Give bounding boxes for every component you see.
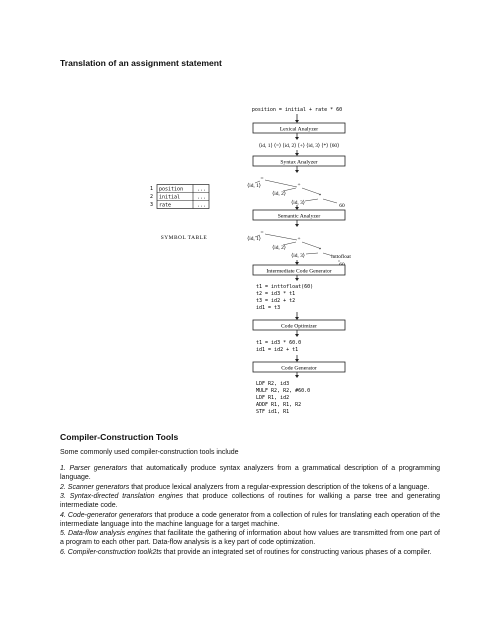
tree2-id1: ⟨id, 1⟩ — [247, 236, 261, 242]
section-title: Compiler-Construction Tools — [60, 432, 179, 442]
tree1-num: 60 — [339, 203, 345, 209]
intermediate-code-line: id1 = t3 — [256, 305, 281, 311]
intro-text: Some commonly used compiler-construction tools include — [60, 449, 239, 456]
optimized-code-line: id1 = id2 + t1 — [256, 347, 299, 353]
syntax-analyzer-label: Syntax Analyzer — [280, 159, 318, 166]
tree2-id2: ⟨id, 2⟩ — [272, 245, 286, 251]
symbol-table — [150, 185, 209, 242]
tool-item — [60, 529, 440, 547]
tool-term: 3. Syntax-directed translation engines — [60, 492, 184, 500]
tree2-id3: ⟨id, 3⟩ — [291, 253, 305, 259]
tree2-inttofloat: inttofloat — [331, 254, 351, 260]
tree1-assign: = — [260, 176, 264, 182]
tools-list — [60, 464, 440, 557]
tool-item — [60, 483, 440, 492]
tool-item — [60, 511, 440, 529]
code-optimizer-label: Code Optimizer — [281, 323, 317, 330]
intermediate-code-line: t2 = id3 * t1 — [256, 291, 296, 297]
semantic-analyzer-label: Semantic Analyzer — [277, 213, 321, 220]
tool-description: that provide an integrated set of routines for constructing various phases of a compiler. — [161, 548, 432, 556]
tool-item — [60, 548, 440, 557]
intermediate-code-line: t1 = inttofloat(60) — [256, 284, 314, 290]
tool-item — [60, 492, 440, 510]
tree1-id3: ⟨id, 3⟩ — [291, 200, 305, 206]
symbol-table-caption: SYMBOL TABLE — [160, 235, 208, 241]
tool-term: 6. Compiler-construction toolk2ts — [60, 548, 162, 556]
symbol-attr: ... — [197, 202, 207, 209]
tree2-times: * — [318, 247, 322, 253]
tool-description: that automatically produce syntax analyzers from a grammatical description of a programming language. — [60, 465, 441, 482]
token-stream: ⟨id, 1⟩ ⟨=⟩ ⟨id, 2⟩ ⟨+⟩ ⟨id, 3⟩ ⟨*⟩ ⟨60⟩ — [258, 143, 340, 149]
tool-description: that facilitate the gathering of information about how values are transmitted from one part of a program to each other part. Data-flow analysis is a key part of code optimization. — [60, 530, 440, 547]
symbol-row-number: 2 — [150, 194, 154, 200]
symbol-name: initial — [159, 194, 181, 201]
page-title: Translation of an assignment statement — [60, 58, 222, 68]
optimized-code-line: t1 = id3 * 60.0 — [256, 340, 302, 346]
tree2-plus: + — [297, 236, 301, 242]
tool-description: that produce a code generator from a collection of rules for translating each operation of the intermediate language into the machine language for a target machine. — [60, 511, 440, 528]
symbol-row-number: 1 — [150, 186, 154, 192]
tool-term: 5. Data-flow analysis engines — [60, 530, 152, 538]
target-code-line: LDF R2, id3 — [256, 381, 290, 387]
source-statement: position = initial + rate * 60 — [251, 107, 343, 113]
intermediate-code-generator-label: Intermediate Code Generator — [266, 268, 332, 275]
target-code-line: LDF R1, id2 — [256, 395, 290, 401]
tree1-id1: ⟨id, 1⟩ — [247, 183, 261, 189]
symbol-row-number: 3 — [150, 202, 154, 208]
tree1-plus: + — [297, 182, 301, 188]
intermediate-code-line: t3 = id2 + t2 — [256, 298, 296, 304]
tree1-times: * — [318, 193, 322, 199]
tool-description: that produce lexical analyzers from a regular-expression description of the tokens of a language. — [129, 483, 430, 491]
tool-item — [60, 464, 440, 482]
target-code-line: MULF R2, R2, #60.0 — [256, 388, 311, 394]
tree1-id2: ⟨id, 2⟩ — [272, 191, 286, 197]
symbol-name: rate — [159, 202, 172, 209]
symbol-attr: ... — [197, 194, 207, 201]
lexical-analyzer-label: Lexical Analyzer — [279, 126, 319, 133]
tool-description: that produce collections of routines for walking a parse tree and generating intermediate code. — [60, 492, 441, 510]
symbol-attr: ... — [197, 186, 207, 193]
target-code-line: ADDF R1, R1, R2 — [256, 402, 302, 408]
target-code-line: STF id1, R1 — [256, 409, 290, 415]
tool-term: 1. Parser generators — [60, 465, 128, 472]
tool-term: 2. Scanner generators — [60, 483, 130, 491]
tool-term: 4. Code-generator generators — [60, 511, 153, 519]
code-generator-label: Code Generator — [281, 365, 317, 372]
symbol-name: position — [159, 186, 184, 193]
tree2-assign: = — [260, 230, 264, 236]
